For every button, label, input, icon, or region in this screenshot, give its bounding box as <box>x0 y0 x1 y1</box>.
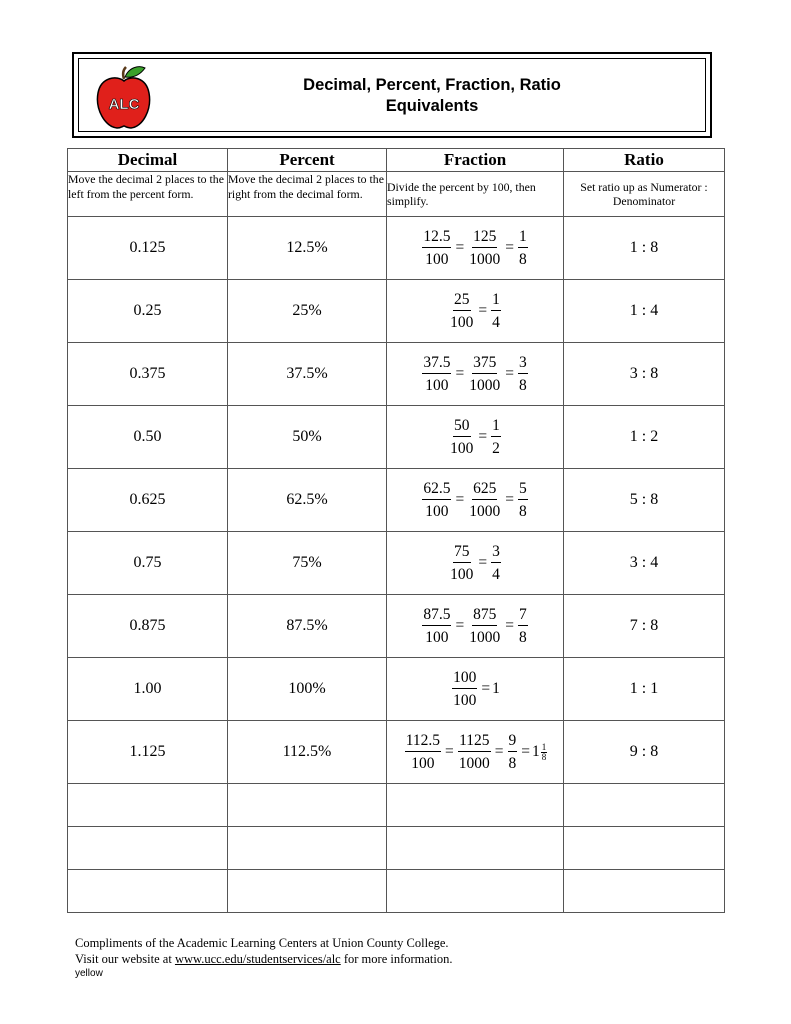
col-header-decimal: Decimal <box>68 149 228 172</box>
instruction-ratio: Set ratio up as Numerator : Denominator <box>564 172 725 217</box>
percent-cell: 37.5% <box>228 343 387 406</box>
instruction-percent: Move the decimal 2 places to the right from the decimal form. <box>228 172 387 217</box>
ratio-cell: 5 : 8 <box>564 469 725 532</box>
col-header-percent: Percent <box>228 149 387 172</box>
footer-website-line: Visit our website at www.ucc.edu/studentservices/alc for more information. <box>75 952 453 966</box>
equivalents-table <box>67 148 725 913</box>
percent-cell: 12.5% <box>228 217 387 280</box>
table-row <box>68 721 725 784</box>
fraction-cell: $\frac{75}{100}$ = $\frac{3}{4}$ <box>387 532 564 595</box>
decimal-cell: 0.875 <box>68 595 228 658</box>
decimal-cell: 0.375 <box>68 343 228 406</box>
blank-row <box>68 870 725 913</box>
ratio-cell: 1 : 8 <box>564 217 725 280</box>
table-row <box>68 658 725 721</box>
fraction-cell: $\frac{62.5}{100}$ = $\frac{625}{1000}$ = $\frac{5}{8}$ <box>387 469 564 532</box>
decimal-cell: 0.75 <box>68 532 228 595</box>
decimal-cell: 1.00 <box>68 658 228 721</box>
decimal-cell: 0.625 <box>68 469 228 532</box>
table-row <box>68 532 725 595</box>
fraction-cell: $\frac{37.5}{100}$ = $\frac{375}{1000}$ = $\frac{3}{8}$ <box>387 343 564 406</box>
decimal-cell: 0.125 <box>68 217 228 280</box>
percent-cell: 25% <box>228 280 387 343</box>
table-row <box>68 343 725 406</box>
percent-cell: 75% <box>228 532 387 595</box>
col-header-fraction: Fraction <box>387 149 564 172</box>
percent-cell: 112.5% <box>228 721 387 784</box>
percent-cell: 100% <box>228 658 387 721</box>
ratio-cell: 3 : 4 <box>564 532 725 595</box>
decimal-cell: 0.50 <box>68 406 228 469</box>
ratio-cell: 9 : 8 <box>564 721 725 784</box>
col-header-ratio: Ratio <box>564 149 725 172</box>
table-row <box>68 406 725 469</box>
header-row <box>68 149 725 172</box>
page-title <box>169 75 695 117</box>
ratio-cell: 7 : 8 <box>564 595 725 658</box>
fraction-cell: $\frac{112.5}{100}$ = $\frac{1125}{1000}$ = $\frac{9}{8}$ = 1 1 8 <box>387 721 564 784</box>
footer-color-note: yellow <box>75 968 103 979</box>
percent-cell: 62.5% <box>228 469 387 532</box>
title-line-1: Decimal, Percent, Fraction, Ratio <box>303 76 561 94</box>
percent-cell: 50% <box>228 406 387 469</box>
fraction-cell: $\frac{50}{100}$ = $\frac{1}{2}$ <box>387 406 564 469</box>
blank-row <box>68 827 725 870</box>
table-row <box>68 217 725 280</box>
ratio-cell: 1 : 4 <box>564 280 725 343</box>
instruction-fraction: Divide the percent by 100, then simplify. <box>387 172 564 217</box>
ratio-cell: 3 : 8 <box>564 343 725 406</box>
title-line-2: Equivalents <box>385 97 479 115</box>
header-box <box>72 52 712 138</box>
instruction-row <box>68 172 725 217</box>
decimal-cell: 0.25 <box>68 280 228 343</box>
footer-credit: Compliments of the Academic Learning Centers at Union County College. <box>75 936 449 950</box>
blank-row <box>68 784 725 827</box>
instruction-decimal: Move the decimal 2 places to the left from the percent form. <box>68 172 228 217</box>
apple-logo-icon <box>95 65 153 131</box>
footer <box>75 935 453 980</box>
website-link[interactable]: www.ucc.edu/studentservices/alc <box>174 952 341 966</box>
table-row <box>68 595 725 658</box>
fraction-cell: $\frac{100}{100}$ = 1 <box>387 658 564 721</box>
table-row <box>68 280 725 343</box>
table-row <box>68 469 725 532</box>
percent-cell: 87.5% <box>228 595 387 658</box>
header-inner-border <box>78 58 706 132</box>
decimal-cell: 1.125 <box>68 721 228 784</box>
logo-text: ALC <box>108 96 140 113</box>
ratio-cell: 1 : 1 <box>564 658 725 721</box>
ratio-cell: 1 : 2 <box>564 406 725 469</box>
fraction-cell: $\frac{87.5}{100}$ = $\frac{875}{1000}$ = $\frac{7}{8}$ <box>387 595 564 658</box>
fraction-cell: $\frac{25}{100}$ = $\frac{1}{4}$ <box>387 280 564 343</box>
fraction-cell: $\frac{12.5}{100}$ = $\frac{125}{1000}$ = $\frac{1}{8}$ <box>387 217 564 280</box>
